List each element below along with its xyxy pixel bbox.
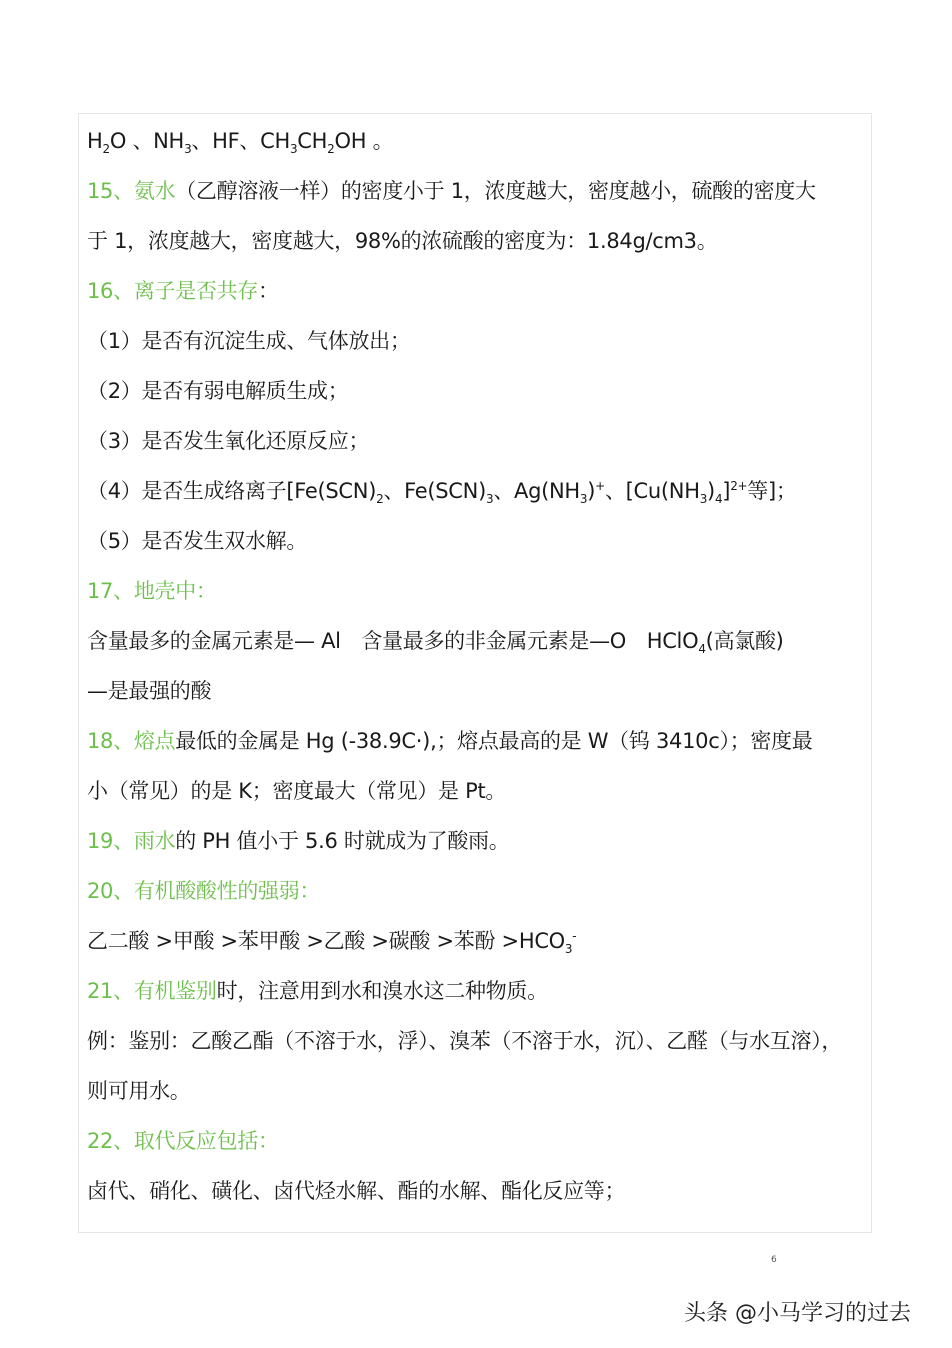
item-17-heading: 17、地壳中： [87, 579, 217, 603]
item-15: 15、氨水（乙醇溶液一样）的密度小于 1，浓度越大，密度越小，硫酸的密度大 [87, 179, 816, 203]
item-21-cont: 则可用水。 [87, 1079, 191, 1103]
keyword: 氨水 [133, 179, 176, 203]
watermark: 头条 @小马学习的过去 [684, 1301, 911, 1326]
formula-line: $H_2O$ 、$NH_3$、HF、$CH_3CH_2OH$ 。 [87, 129, 394, 157]
item-19: 19、雨水的 PH 值小于 5.6 时就成为了酸雨。 [87, 829, 510, 853]
item-16-5: （5）是否发生双水解。 [87, 529, 308, 553]
item-21-example: 例：鉴别：乙酸乙酯（不溶于水，浮）、溴苯（不溶于水，沉）、乙醛（与水互溶）， [87, 1029, 843, 1053]
item-18-cont: 小（常见）的是 K；密度最大（常见）是 Pt。 [87, 779, 507, 803]
item-18: 18、熔点最低的金属是 Hg (-38.9C·),；熔点最高的是 W（钨 3410c）；密度最 [87, 729, 813, 753]
item-16-4: （4）是否生成络离子[$Fe(SCN)_2$、$Fe(SCN)_3$、$Ag(NH_3)^+$、$[Cu(NH_3)_4]^{2+}$等]； [87, 479, 797, 507]
item-16-heading: 16、离子是否共存： [87, 279, 279, 303]
item-16-1: （1）是否有沉淀生成、气体放出； [87, 329, 411, 353]
item-22-heading: 22、取代反应包括： [87, 1129, 279, 1153]
item-number: 15、 [87, 179, 134, 203]
document-body [87, 116, 877, 1216]
item-16-2: （2）是否有弱电解质生成； [87, 379, 349, 403]
item-22-body: 卤代、硝化、磺化、卤代烃水解、酯的水解、酯化反应等； [87, 1179, 626, 1203]
item-20-body: 乙二酸 >甲酸 >苯甲酸 >乙酸 >碳酸 >苯酚 $>HCO_3^-$ [87, 929, 577, 957]
item-21: 21、有机鉴别时，注意用到水和溴水这二种物质。 [87, 979, 548, 1003]
item-20-heading: 20、有机酸酸性的强弱： [87, 879, 321, 903]
item-16-3: （3）是否发生氧化还原反应； [87, 429, 370, 453]
item-17-cont: —是最强的酸 [87, 679, 212, 703]
item-17-body: 含量最多的金属元素是— Al 含量最多的非金属元素是—O HClO$_4$(高氯酸) [87, 629, 784, 657]
item-15-cont: 于 1，浓度越大，密度越大，98%的浓硫酸的密度为：1.84g/cm3。 [87, 229, 718, 253]
page-number: 6 [771, 1255, 777, 1265]
